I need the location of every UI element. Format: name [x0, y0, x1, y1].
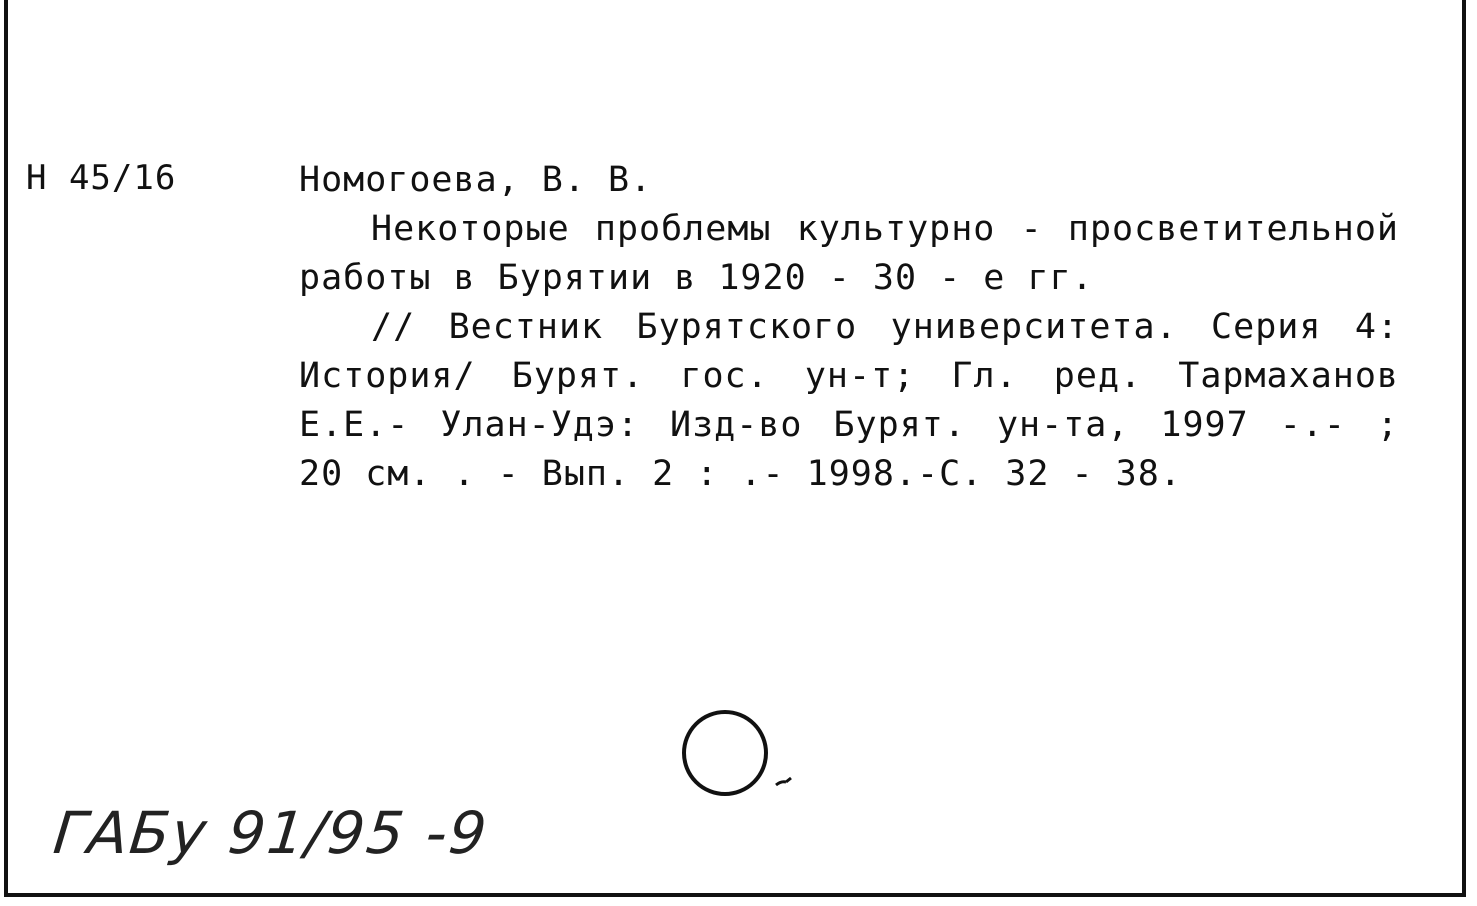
author-name: Номогоева, В. В.	[299, 160, 653, 200]
bibliographic-entry	[299, 156, 1399, 499]
catalog-card	[4, 0, 1466, 897]
handwritten-inventory-number: ГАБу 91/95 -9	[50, 799, 492, 867]
article-title: Некоторые проблемы культурно - просветительной работы в Бурятии в 1920 - 30 - е гг.	[299, 209, 1399, 298]
shelfmark: Н 45/16	[26, 158, 177, 198]
punch-hole	[682, 710, 768, 796]
punch-hole-mark	[774, 770, 798, 790]
source-description: // Вестник Бурятского университета. Серия 4: История/ Бурят. гос. ун-т; Гл. ред. Тармаханов Е.Е.- Улан-Удэ: Изд-во Бурят. ун-та, 1997 -.- ; 20 см. . - Вып. 2 : .- 1998.-С. 32 - 38.	[299, 307, 1399, 494]
